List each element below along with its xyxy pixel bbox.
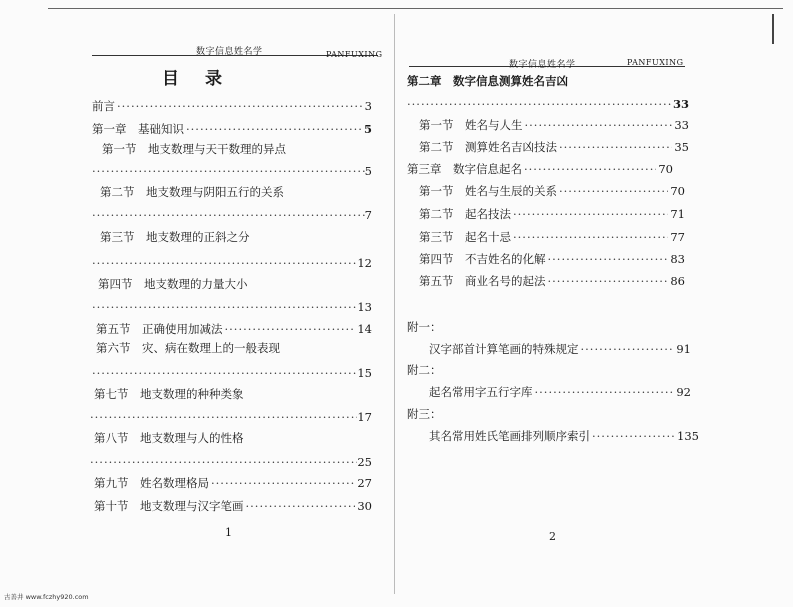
right-page-number: 2 (549, 530, 556, 543)
toc-entry-r0-label: 第二章 数字信息测算姓名吉凶 (407, 74, 568, 88)
toc-entry-7-label: 第六节 灾、病在数理上的一般表现 (96, 341, 280, 355)
toc-entry-4-cont: ····· 12 (92, 256, 372, 270)
toc-entry-r8: 第五节 商业名号的起法 ····· 86 (419, 273, 685, 289)
left-header-title: 数字信息姓名学 (196, 47, 263, 57)
toc-entry-r4: 第一节 姓名与生辰的关系 ····· 70 (419, 183, 685, 199)
toc-entry-5-cont: ····· 13 (92, 300, 372, 314)
left-header-brand: PANFUXING (326, 50, 383, 59)
toc-title: 目 录 (162, 69, 232, 89)
toc-entry-0: 前言 ····· 3 (92, 98, 372, 114)
toc-entry-r2: 第二节 测算姓名吉凶技法 ····· 35 (419, 139, 689, 155)
toc-entry-r3: 第三章 数字信息起名 ····· 70 (407, 161, 673, 177)
toc-entry-r5: 第二节 起名技法 ····· 71 (419, 206, 685, 222)
toc-entry-r14: 其名常用姓氏笔画排列顺序索引 ····· 135 (429, 428, 699, 444)
toc-entry-1: 第一章 基础知识 ····· 5 (92, 121, 372, 137)
toc-entry-r1: 第一节 姓名与人生 ····· 33 (419, 117, 689, 133)
appendix-3-heading: 附三： (407, 407, 442, 421)
toc-entry-8-cont: ····· 17 (90, 410, 372, 424)
right-header-title: 数字信息姓名学 (509, 60, 576, 70)
toc-entry-r0-cont: ····· 33 (407, 97, 689, 111)
toc-entry-9-label: 第八节 地支数理与人的性格 (94, 431, 244, 445)
toc-entry-11: 第十节 地支数理与汉字笔画 ····· 30 (94, 498, 372, 514)
footer-watermark: 古善井 www.fczhy920.com (4, 593, 89, 601)
toc-entry-6: 第五节 正确使用加减法 ····· 14 (96, 321, 372, 337)
right-header-brand: PANFUXING (627, 58, 684, 67)
toc-entry-3-cont: ····· 7 (92, 208, 372, 222)
toc-entry-r7: 第四节 不吉姓名的化解 ····· 83 (419, 251, 685, 267)
toc-entry-10: 第九节 姓名数理格局 ····· 27 (94, 475, 372, 491)
appendix-2-heading: 附二： (407, 363, 442, 377)
toc-entry-5-label: 第四节 地支数理的力量大小 (98, 277, 248, 291)
left-page-number: 1 (225, 526, 232, 539)
toc-entry-r6: 第三节 起名十忌 ····· 77 (419, 229, 685, 245)
right-page (395, 0, 793, 607)
toc-entry-2-cont: ····· 5 (92, 164, 372, 178)
appendix-1-heading: 附一： (407, 320, 442, 334)
left-page (0, 0, 394, 607)
toc-entry-8-label: 第七节 地支数理的种种类象 (94, 387, 244, 401)
toc-entry-4-label: 第三节 地支数理的正斜之分 (100, 230, 250, 244)
toc-entry-7-cont: ····· 15 (92, 366, 372, 380)
toc-entry-r12: 起名常用字五行字库 ····· 92 (429, 384, 691, 400)
toc-entry-r10: 汉字部首计算笔画的特殊规定 ····· 91 (429, 341, 691, 357)
toc-entry-2-label: 第一节 地支数理与天干数理的异点 (102, 142, 286, 156)
toc-entry-3-label: 第二节 地支数理与阴阳五行的关系 (100, 185, 284, 199)
toc-entry-9-cont: ····· 25 (90, 455, 372, 469)
